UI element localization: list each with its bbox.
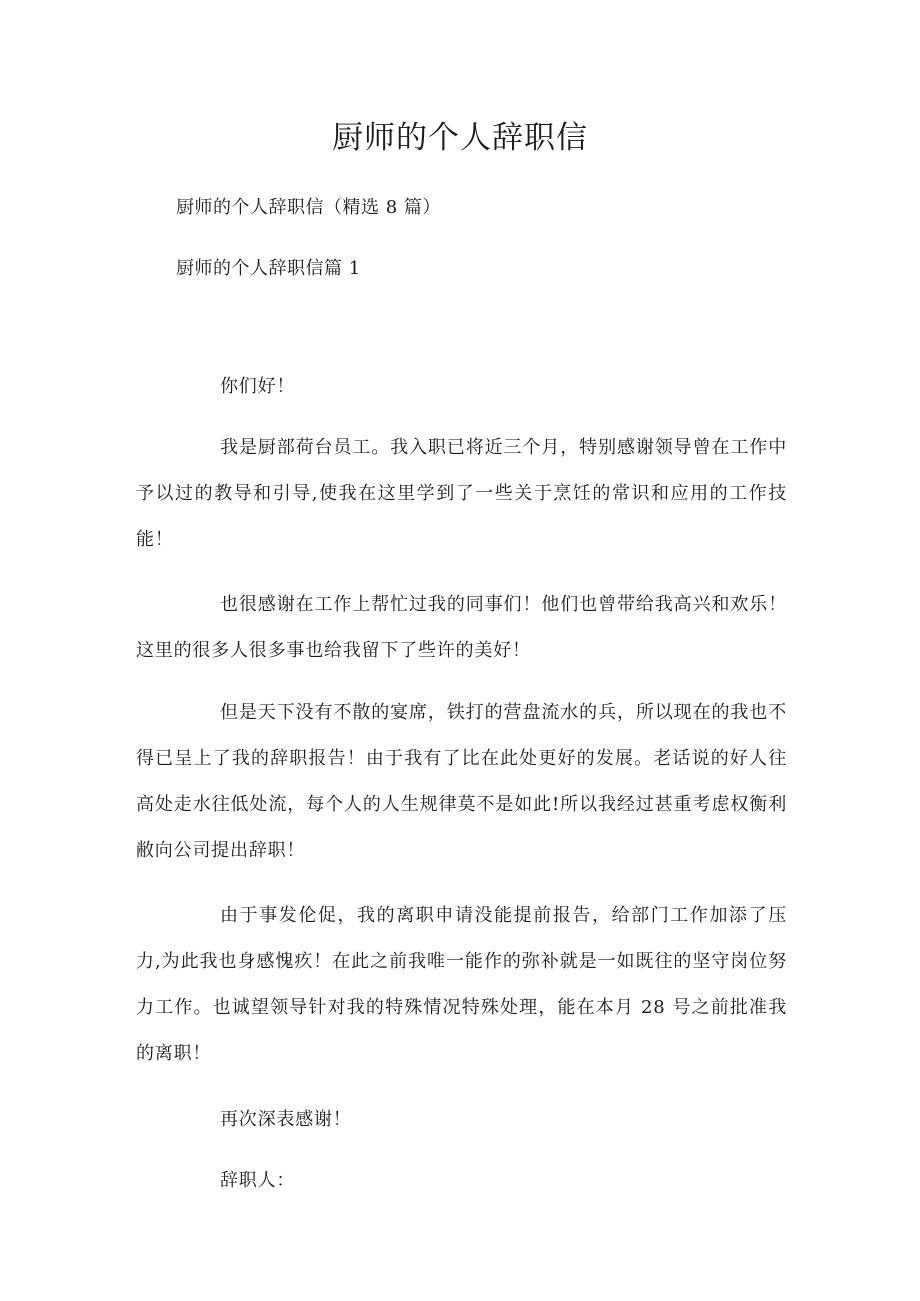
greeting: 你们好！ [220, 376, 296, 397]
document-subtitle: 厨师的个人辞职信（精选 8 篇） [176, 197, 441, 218]
paragraph-3: 但是天下没有不散的宴席，铁打的营盘流水的兵，所以现在的我也不得已呈上了我的辞职报告！由于我有了比在此处更好的发展。老话说的好人往高处走水往低处流，每个人的人生规律莫不是如此!所以我经过甚重考虑权衡利敝向公司提出辞职！ [136, 702, 787, 861]
paragraph-2: 也很感谢在工作上帮忙过我的同事们！他们也曾带给我高兴和欢乐！这里的很多人很多事也给我留下了些许的美好！ [136, 594, 787, 661]
paragraph-1: 我是厨部荷台员工。我入职已将近三个月，特别感谢领导曾在工作中予以过的教导和引导,使我在这里学到了一些关于烹饪的常识和应用的工作技能！ [136, 437, 787, 550]
section-heading: 厨师的个人辞职信篇 1 [176, 258, 361, 279]
signature-label: 辞职人： [220, 1170, 296, 1191]
document-title: 厨师的个人辞职信 [332, 120, 588, 156]
closing-line: 再次深表感谢！ [220, 1109, 352, 1130]
paragraph-4: 由于事发伦促，我的离职申请没能提前报告，给部门工作加添了压力,为此我也身感愧疚！在此之前我唯一能作的弥补就是一如既往的坚守岗位努力工作。也诚望领导针对我的特殊情况特殊处理，能在本月 28 号之前批准我的离职！ [136, 905, 787, 1064]
